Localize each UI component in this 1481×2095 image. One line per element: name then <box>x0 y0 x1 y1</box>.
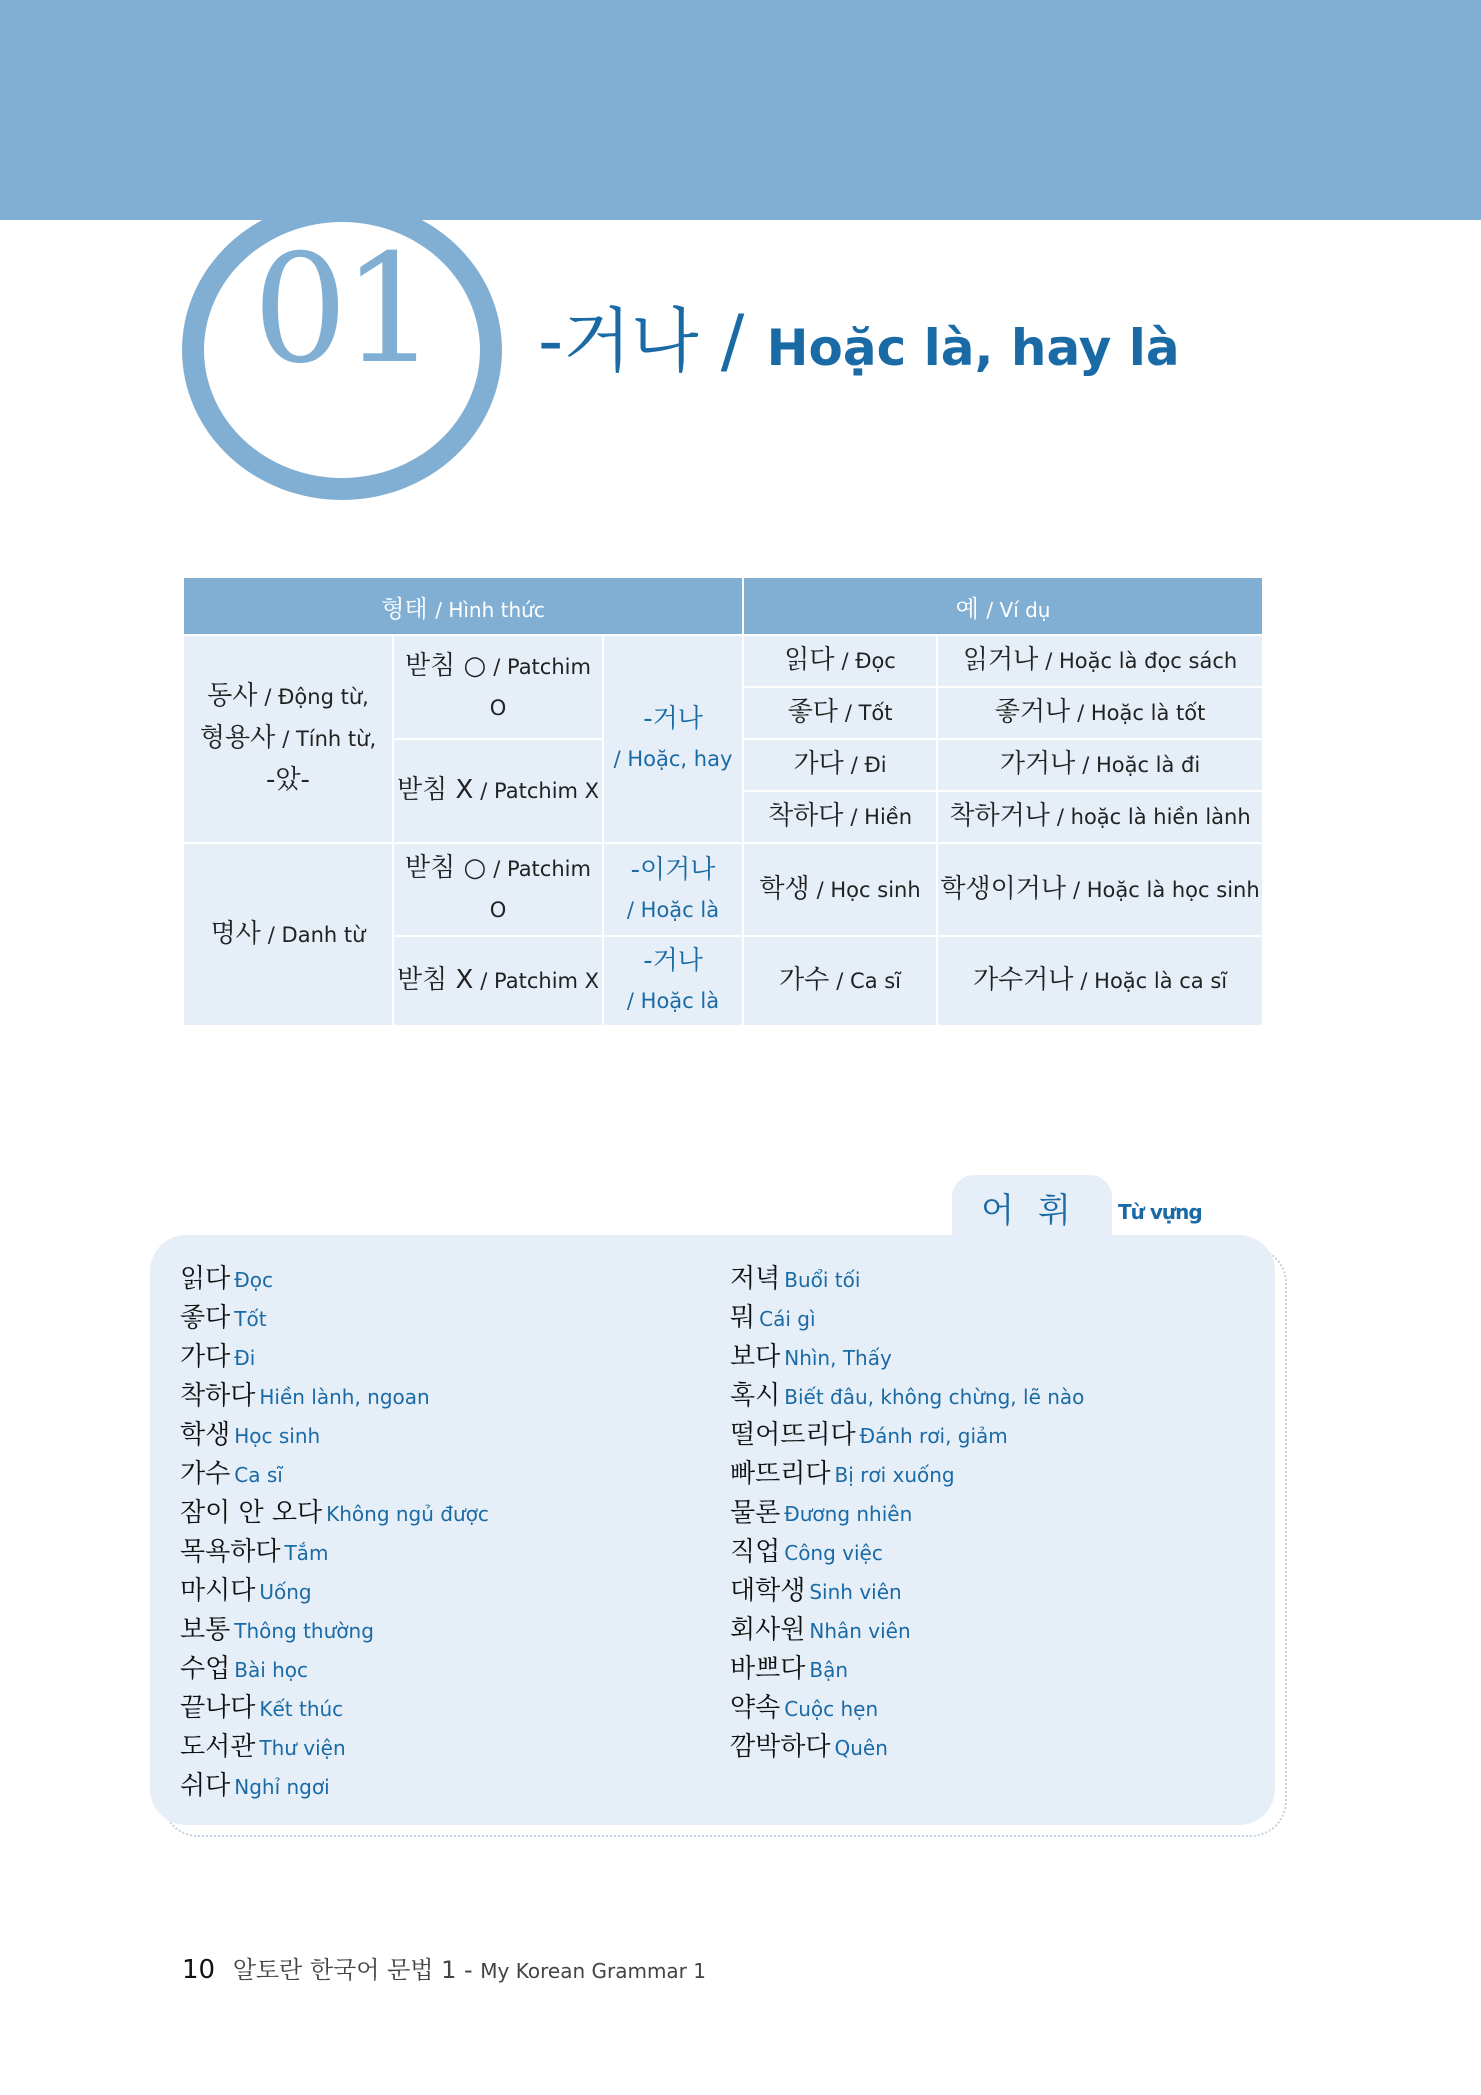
noun-vi: / Danh từ <box>267 922 366 947</box>
vocab-ko: 보다 <box>730 1342 781 1372</box>
list-item <box>180 1611 489 1650</box>
list-item <box>730 1416 1084 1455</box>
title-slash: / <box>720 300 745 382</box>
vocab-vi: Quên <box>834 1736 888 1760</box>
example-base-vi: / Đi <box>850 753 887 777</box>
vocab-ko: 수업 <box>180 1654 231 1684</box>
example-base-ko: 가다 <box>793 749 844 779</box>
example-result-ko: 읽거나 <box>962 645 1039 675</box>
list-item <box>180 1494 489 1533</box>
batchim-o-ko: 받침 ○ <box>405 650 487 681</box>
vocab-vi: Công việc <box>784 1541 883 1565</box>
header-example-vi: / Ví dụ <box>986 597 1051 622</box>
vocab-vi: Ca sĩ <box>234 1463 283 1487</box>
example-result <box>937 739 1263 791</box>
vocab-ko: 목욕하다 <box>180 1537 281 1567</box>
example-base-ko: 학생 <box>759 873 810 904</box>
vocab-column-right <box>730 1260 1084 1767</box>
vocab-ko: 물론 <box>730 1498 781 1528</box>
noun-ko: 명사 <box>210 918 261 949</box>
past-marker: -았- <box>266 765 310 795</box>
vocab-vi: Sinh viên <box>809 1580 902 1604</box>
vocab-vi: Học sinh <box>234 1424 321 1448</box>
vocab-ko: 바쁘다 <box>730 1654 806 1684</box>
example-result-vi: / Hoặc là học sinh <box>1073 877 1260 902</box>
list-item <box>730 1494 1084 1533</box>
vocab-ko: 빠뜨리다 <box>730 1459 831 1489</box>
vocab-vi: Uống <box>259 1580 312 1604</box>
header-form-vi: / Hình thức <box>435 597 545 622</box>
vocab-vi: Nghỉ ngơi <box>234 1775 330 1799</box>
vocab-vi: Đi <box>234 1346 256 1370</box>
list-item <box>180 1260 489 1299</box>
list-item <box>730 1533 1084 1572</box>
header-band <box>0 0 1481 220</box>
table-row <box>183 635 1263 687</box>
list-item <box>180 1455 489 1494</box>
batchim-o-cell <box>393 843 603 936</box>
example-result-vi: / Hoặc là tốt <box>1077 701 1206 725</box>
list-item <box>180 1299 489 1338</box>
vocab-ko: 떨어뜨리다 <box>730 1420 856 1450</box>
example-result-vi: / hoặc là hiền lành <box>1056 805 1251 829</box>
list-item <box>730 1728 1084 1767</box>
vocab-vi: Kết thúc <box>259 1697 344 1721</box>
noun-ending-o-ko: -이거나 <box>630 854 716 885</box>
lesson-title <box>538 285 1180 386</box>
list-item <box>180 1377 489 1416</box>
example-base <box>743 791 937 843</box>
vocab-vi: Nhân viên <box>809 1619 911 1643</box>
batchim-o-vi: / Patchim O <box>489 857 591 922</box>
batchim-x-vi: / Patchim X <box>480 969 600 993</box>
example-base-ko: 좋다 <box>787 697 838 727</box>
example-result <box>937 936 1263 1026</box>
vocab-ko: 직업 <box>730 1537 781 1567</box>
example-base <box>743 687 937 739</box>
example-base <box>743 936 937 1026</box>
vocab-ko: 읽다 <box>180 1264 231 1294</box>
list-item <box>730 1299 1084 1338</box>
header-form-ko: 형태 <box>381 594 428 623</box>
vocab-vi: Hiền lành, ngoan <box>259 1385 430 1409</box>
book-title-ko: 알토란 한국어 문법 1 - <box>232 1956 473 1984</box>
list-item <box>180 1728 489 1767</box>
example-base-ko: 가수 <box>779 965 830 995</box>
vocab-vi: Bận <box>809 1658 849 1682</box>
list-item <box>730 1611 1084 1650</box>
vocab-ko: 뭐 <box>730 1303 756 1333</box>
vocab-vi: Đánh rơi, giảm <box>859 1424 1008 1448</box>
vocab-ko: 저녁 <box>730 1264 781 1294</box>
noun-ending-x-ko: -거나 <box>643 946 703 976</box>
example-result <box>937 791 1263 843</box>
vocab-ko: 가수 <box>180 1459 231 1489</box>
list-item <box>730 1689 1084 1728</box>
noun-ending-x-vi: / Hoặc là <box>626 989 720 1013</box>
vocab-vi: Cái gì <box>759 1307 816 1331</box>
vocab-tab-label: 어휘 <box>981 1191 1095 1231</box>
noun-ending-x-cell <box>603 936 743 1026</box>
verb-category <box>183 635 393 843</box>
batchim-x-ko: 받침 X <box>396 965 474 995</box>
list-item <box>180 1338 489 1377</box>
verb-ending-cell <box>603 635 743 843</box>
page-number: 10 <box>182 1955 216 1985</box>
vocab-ko: 착하다 <box>180 1381 256 1411</box>
vocab-ko: 좋다 <box>180 1303 231 1333</box>
vocab-column-left <box>180 1260 489 1806</box>
example-base-ko: 읽다 <box>784 645 835 675</box>
vocab-vi: Thư viện <box>259 1736 346 1760</box>
vocab-ko: 끝나다 <box>180 1693 256 1723</box>
list-item <box>180 1572 489 1611</box>
vocab-ko: 대학생 <box>730 1576 806 1606</box>
batchim-x-ko: 받침 X <box>396 775 474 805</box>
example-base <box>743 843 937 936</box>
list-item <box>180 1689 489 1728</box>
grammar-table-header <box>183 577 1263 635</box>
example-base-vi: / Ca sĩ <box>836 969 902 993</box>
noun-ending-o-vi: / Hoặc là <box>626 897 720 922</box>
adjective-vi: / Tính từ, <box>282 727 377 751</box>
list-item <box>180 1767 489 1806</box>
vocab-ko: 보통 <box>180 1615 231 1645</box>
vocab-ko: 도서관 <box>180 1732 256 1762</box>
page-footer <box>182 1950 706 1985</box>
vocab-vi: Bài học <box>234 1658 309 1682</box>
adjective-ko: 형용사 <box>199 723 276 753</box>
vocab-ko: 학생 <box>180 1420 231 1450</box>
batchim-o-vi: / Patchim O <box>489 654 591 720</box>
example-result-ko: 가거나 <box>999 749 1076 779</box>
verb-ending-vi: / Hoặc, hay <box>613 747 733 771</box>
example-result-ko: 착하거나 <box>949 801 1050 831</box>
vocab-vi: Không ngủ được <box>326 1502 489 1526</box>
example-result-vi: / Hoặc là đọc sách <box>1045 649 1238 673</box>
title-korean: -거나 <box>538 300 699 382</box>
example-result-ko: 가수거나 <box>972 965 1074 995</box>
list-item <box>730 1338 1084 1377</box>
vocab-ko: 잠이 안 오다 <box>180 1498 323 1528</box>
lesson-number: 01 <box>252 223 432 397</box>
example-result <box>937 843 1263 936</box>
vocab-ko: 가다 <box>180 1342 231 1372</box>
example-base-vi: / Hiền <box>850 805 913 829</box>
vocab-vi: Cuộc hẹn <box>784 1697 879 1721</box>
table-row <box>183 843 1263 936</box>
example-result <box>937 687 1263 739</box>
vocab-vi: Đương nhiên <box>784 1502 913 1526</box>
book-title-en: My Korean Grammar 1 <box>480 1959 706 1983</box>
batchim-o-cell <box>393 635 603 739</box>
list-item <box>180 1533 489 1572</box>
vocab-vi: Tốt <box>234 1307 267 1331</box>
batchim-o-ko: 받침 ○ <box>405 853 487 883</box>
verb-ending-ko: -거나 <box>643 704 703 734</box>
grammar-table <box>182 576 1264 1027</box>
list-item <box>730 1572 1084 1611</box>
batchim-x-cell <box>393 739 603 843</box>
vocab-vi: Buổi tối <box>784 1268 861 1292</box>
header-example-ko: 예 <box>955 594 979 623</box>
batchim-x-vi: / Patchim X <box>480 779 600 803</box>
example-base-ko: 착하다 <box>768 801 844 831</box>
vocab-ko: 깜박하다 <box>730 1732 831 1762</box>
example-result-ko: 좋거나 <box>994 697 1071 727</box>
vocab-ko: 혹시 <box>730 1381 781 1411</box>
list-item <box>180 1650 489 1689</box>
example-result <box>937 635 1263 687</box>
batchim-x-cell <box>393 936 603 1026</box>
vocab-vi: Đọc <box>234 1268 273 1292</box>
vocab-vi: Nhìn, Thấy <box>784 1346 892 1370</box>
list-item <box>730 1650 1084 1689</box>
list-item <box>730 1260 1084 1299</box>
verb-vi: / Động từ, <box>264 685 369 709</box>
header-example <box>743 577 1263 635</box>
example-base-vi: / Tốt <box>844 701 893 725</box>
list-item <box>730 1377 1084 1416</box>
vocab-vi: Bị rơi xuống <box>834 1463 955 1487</box>
example-result-ko: 학생이거나 <box>940 873 1067 904</box>
header-form <box>183 577 743 635</box>
example-base-vi: / Đọc <box>841 649 896 673</box>
vocab-ko: 쉬다 <box>180 1771 231 1801</box>
example-result-vi: / Hoặc là ca sĩ <box>1080 969 1228 993</box>
example-base <box>743 635 937 687</box>
noun-ending-o-cell <box>603 843 743 936</box>
title-vietnamese: Hoặc là, hay là <box>766 319 1180 377</box>
list-item <box>180 1416 489 1455</box>
verb-ko: 동사 <box>207 681 258 711</box>
example-result-vi: / Hoặc là đi <box>1082 753 1201 777</box>
vocab-vi: Biết đâu, không chừng, lẽ nào <box>784 1385 1085 1409</box>
vocab-ko: 약속 <box>730 1693 781 1723</box>
vocab-ko: 회사원 <box>730 1615 806 1645</box>
example-base <box>743 739 937 791</box>
example-base-vi: / Học sinh <box>816 877 921 902</box>
vocab-vi: Thông thường <box>234 1619 374 1643</box>
vocab-ko: 마시다 <box>180 1576 256 1606</box>
list-item <box>730 1455 1084 1494</box>
vocab-vi: Tắm <box>284 1541 329 1565</box>
vocab-tab-sublabel: Từ vựng <box>1118 1200 1202 1224</box>
noun-category <box>183 843 393 1026</box>
